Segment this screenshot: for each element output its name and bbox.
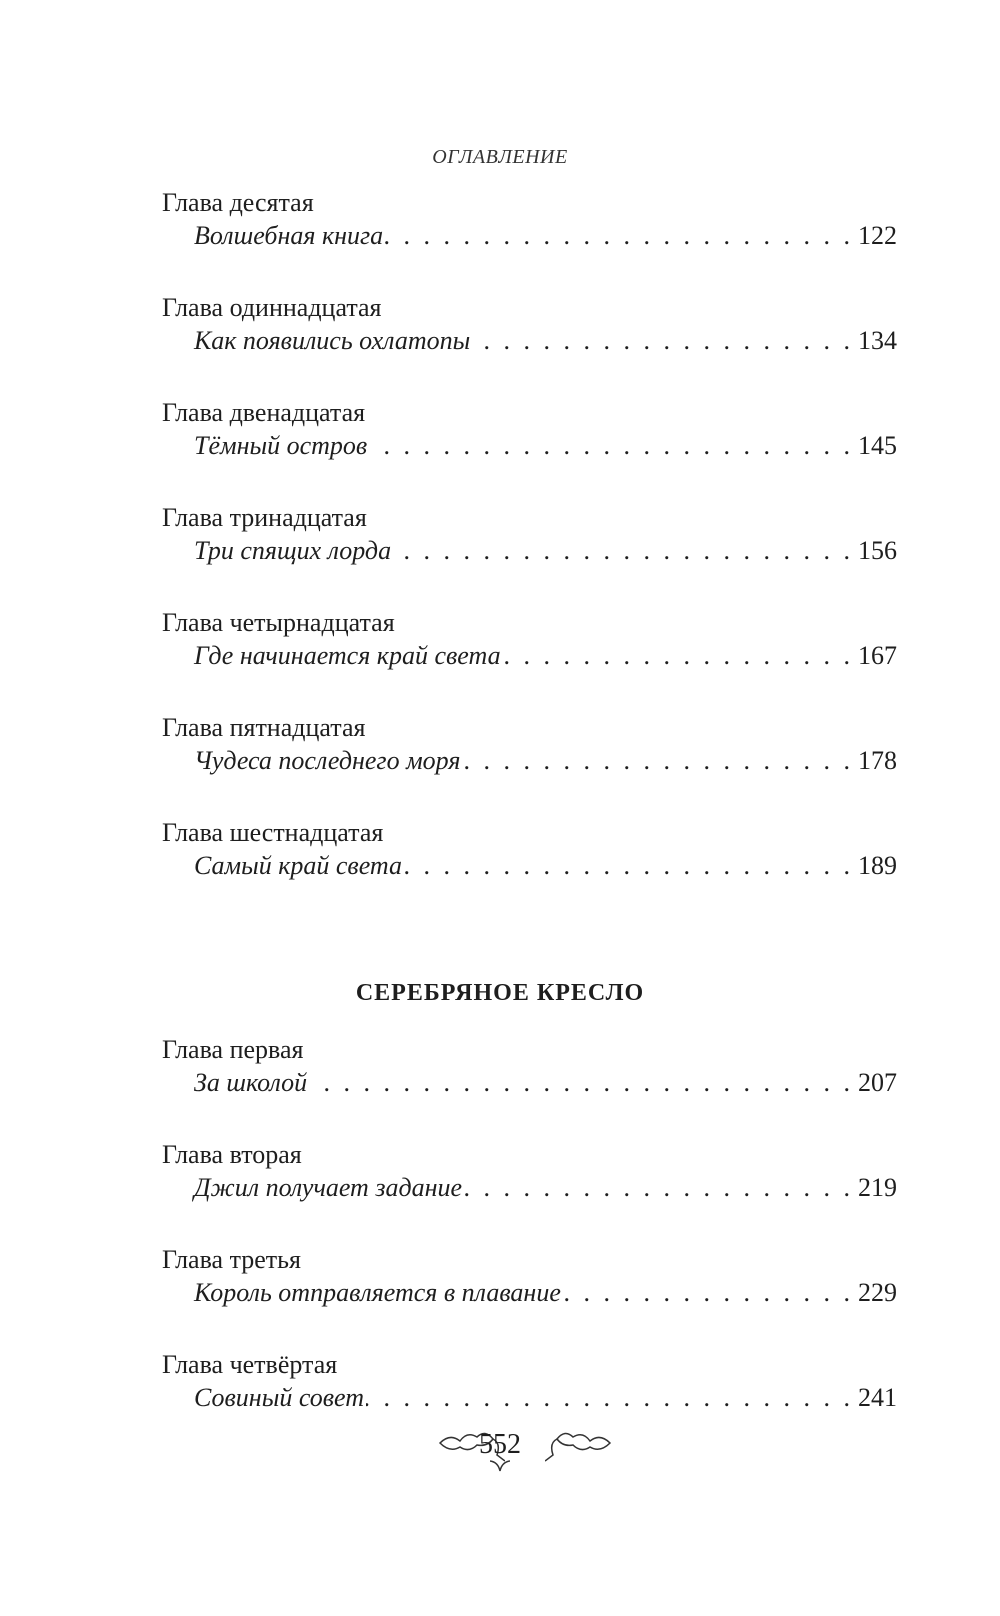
dot-leader [393,535,850,567]
chapter-title: Тёмный остров [194,431,368,460]
page-ref: 134 [858,326,897,355]
bottom-flourish-icon [490,1459,510,1473]
chapter-number: Глава пятнадцатая [162,713,366,742]
chapter-number: Глава десятая [162,188,314,217]
chapter-number: Глава одиннадцатая [162,293,382,322]
toc-entry [162,503,897,573]
chapter-number: Глава четырнадцатая [162,608,395,637]
page-ref: 178 [858,746,897,775]
toc-entry [162,1245,897,1315]
page-ref: 189 [858,851,897,880]
toc-entry [162,608,897,678]
chapter-title: Самый край света [194,851,402,880]
running-head: ОГЛАВЛЕНИЕ [432,146,568,168]
dot-leader [503,640,850,672]
dot-leader [366,1382,850,1414]
chapter-title: Три спящих лорда [194,536,392,565]
page-ref: 145 [858,431,897,460]
toc-entry [162,1350,897,1420]
chapter-title: Совиный совет [194,1383,364,1412]
page-ref: 122 [858,221,897,250]
chapter-number: Глава тринадцатая [162,503,367,532]
page-number: 552 [479,1429,521,1460]
dot-leader [462,745,850,777]
chapter-line [194,640,897,672]
chapter-number: Глава первая [162,1035,304,1064]
chapter-number: Глава четвёртая [162,1350,338,1379]
chapter-line [194,1172,897,1204]
chapter-title: Король отправляется в плавание [194,1278,561,1307]
page-footer [0,1425,1000,1475]
page-ref: 207 [858,1068,897,1097]
dot-leader [385,220,850,252]
page-ref: 241 [858,1383,897,1412]
page-ref: 229 [858,1278,897,1307]
page-ref: 156 [858,536,897,565]
chapter-line [194,535,897,567]
toc-entry [162,188,897,258]
chapter-line [194,745,897,777]
chapter-title: Где начинается край света [194,641,501,670]
chapter-line [194,1382,897,1414]
toc-entry [162,398,897,468]
dot-leader [404,850,850,882]
toc-entry [162,293,897,363]
chapter-line [194,850,897,882]
chapter-title: Волшебная книга [194,221,384,250]
dot-leader [309,1067,850,1099]
dot-leader [464,1172,850,1204]
toc-entry [162,818,897,888]
chapter-title: За школой [194,1068,308,1097]
chapter-title: Как появились охлатопы [194,326,471,355]
chapter-line [194,325,897,357]
dot-leader [563,1277,850,1309]
toc-entry [162,713,897,783]
chapter-number: Глава вторая [162,1140,302,1169]
section-title: СЕРЕБРЯНОЕ КРЕСЛО [355,980,645,1006]
dot-leader [369,430,850,462]
dot-leader [472,325,850,357]
chapter-line [194,1067,897,1099]
page-ref: 219 [858,1173,897,1202]
toc-entry [162,1140,897,1210]
chapter-title: Джил получает задание [194,1173,463,1202]
chapter-number: Глава шестнадцатая [162,818,384,847]
chapter-title: Чудеса последнего моря [194,746,461,775]
right-ornament-icon [545,1425,615,1465]
page-ref: 167 [858,641,897,670]
chapter-number: Глава третья [162,1245,301,1274]
chapter-line [194,430,897,462]
toc-entry [162,1035,897,1105]
chapter-number: Глава двенадцатая [162,398,366,427]
chapter-line [194,220,897,252]
chapter-line [194,1277,897,1309]
